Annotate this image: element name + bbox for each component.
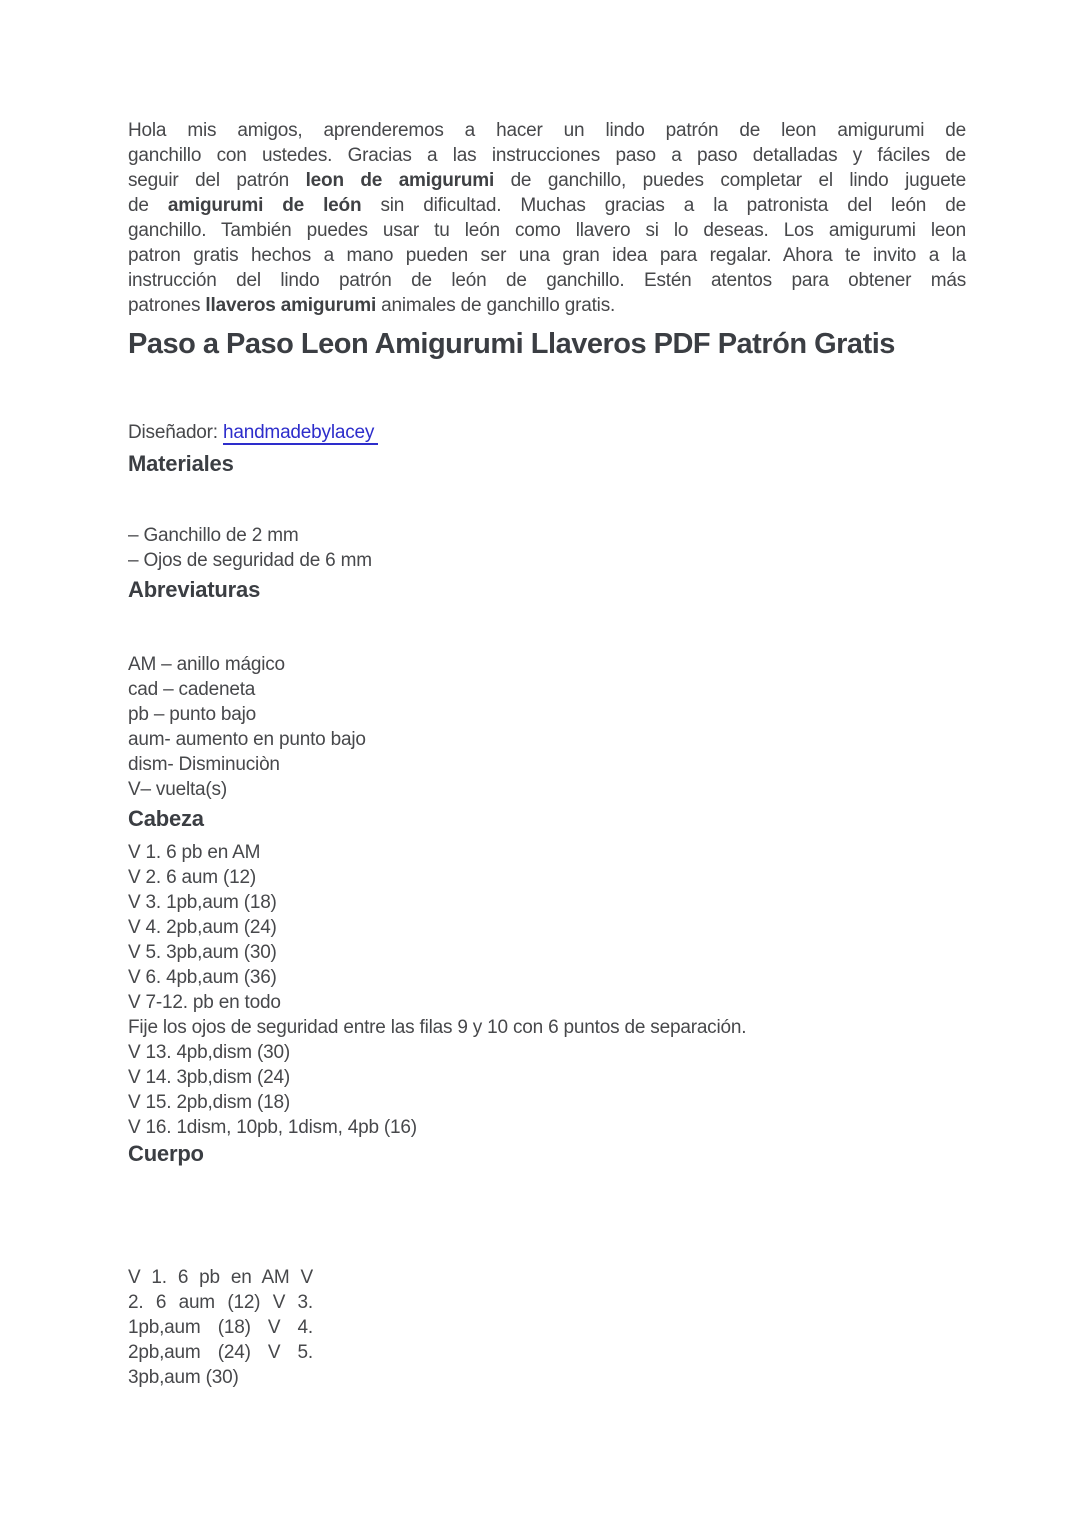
bold-text-segment: leon de amigurumi bbox=[305, 170, 495, 191]
intro-line bbox=[128, 143, 966, 168]
body-pattern-line: 1pb,aum (18) V 4. bbox=[128, 1317, 313, 1338]
bold-text-segment: amigurumi de león bbox=[167, 195, 362, 216]
abbreviation-item: dism- Disminuciòn bbox=[128, 754, 280, 775]
abbreviation-item: V– vuelta(s) bbox=[128, 779, 227, 800]
text-segment: animales de ganchillo gratis. bbox=[376, 295, 616, 316]
body-pattern-line: 3pb,aum (30) bbox=[128, 1367, 239, 1388]
text-segment: de bbox=[128, 195, 168, 216]
text-segment: de ganchillo, puedes completar el lindo juguete bbox=[494, 170, 967, 191]
text-segment: seguir del patrón bbox=[128, 170, 306, 191]
bold-text-segment: llaveros amigurumi bbox=[205, 295, 377, 316]
material-item: – Ganchillo de 2 mm bbox=[128, 525, 299, 546]
intro-line bbox=[128, 293, 966, 318]
pattern-row: V 1. 6 pb en AM bbox=[128, 842, 261, 863]
text-segment: patrones bbox=[128, 295, 206, 316]
pattern-row: V 2. 6 aum (12) bbox=[128, 867, 256, 888]
text-segment: sin dificultad. Muchas gracias a la patronista del león de bbox=[361, 195, 966, 216]
abbreviations-list bbox=[128, 652, 966, 802]
pattern-row: V 16. 1dism, 10pb, 1dism, 4pb (16) bbox=[128, 1117, 417, 1138]
section-heading-body: Cuerpo bbox=[128, 1141, 204, 1166]
pattern-row: V 5. 3pb,aum (30) bbox=[128, 942, 277, 963]
intro-line bbox=[128, 193, 966, 218]
pattern-row: V 13. 4pb,dism (30) bbox=[128, 1042, 291, 1063]
intro-line bbox=[128, 168, 966, 193]
materials-list bbox=[128, 523, 966, 573]
text-segment: instrucción del lindo patrón de león de ganchillo. Estén atentos para obtener más bbox=[128, 270, 966, 291]
body-pattern-line: 2. 6 aum (12) V 3. bbox=[128, 1292, 313, 1313]
intro-line bbox=[128, 218, 966, 243]
abbreviation-item: aum- aumento en punto bajo bbox=[128, 729, 366, 750]
text-segment: Hola mis amigos, aprenderemos a hacer un lindo patrón de leon amigurumi de bbox=[128, 120, 966, 141]
body-pattern-line: 2pb,aum (24) V 5. bbox=[128, 1342, 313, 1363]
material-item: – Ojos de seguridad de 6 mm bbox=[128, 550, 372, 571]
intro-paragraph bbox=[128, 118, 966, 318]
designer-label: Diseñador: bbox=[128, 422, 223, 443]
pattern-row: V 3. 1pb,aum (18) bbox=[128, 892, 277, 913]
abbreviation-item: AM – anillo mágico bbox=[128, 654, 285, 675]
abbreviation-item: pb – punto bajo bbox=[128, 704, 257, 725]
text-segment: patron gratis hechos a mano pueden ser una gran idea para regalar. Ahora te invito a la bbox=[128, 245, 966, 266]
text-segment: ganchillo con ustedes. Gracias a las instrucciones paso a paso detalladas y fáciles de bbox=[128, 145, 966, 166]
designer-link[interactable]: handmadebylacey bbox=[223, 422, 378, 445]
text-segment: ganchillo. También puedes usar tu león como llavero si lo deseas. Los amigurumi leon bbox=[128, 220, 966, 241]
designer-line bbox=[128, 420, 966, 445]
section-heading-materials: Materiales bbox=[128, 451, 234, 476]
pattern-row: V 4. 2pb,aum (24) bbox=[128, 917, 277, 938]
intro-line bbox=[128, 118, 966, 143]
pattern-row: V 7-12. pb en todo bbox=[128, 992, 281, 1013]
body-pattern-rows bbox=[128, 1265, 313, 1390]
body-pattern-line: V 1. 6 pb en AM V bbox=[128, 1267, 313, 1288]
page-title: Paso a Paso Leon Amigurumi Llaveros PDF Patrón Gratis bbox=[128, 328, 895, 360]
abbreviation-item: cad – cadeneta bbox=[128, 679, 256, 700]
intro-line bbox=[128, 243, 966, 268]
pattern-row: V 14. 3pb,dism (24) bbox=[128, 1067, 291, 1088]
head-pattern-rows bbox=[128, 840, 966, 1140]
pattern-row: Fije los ojos de seguridad entre las filas 9 y 10 con 6 puntos de separación. bbox=[128, 1017, 747, 1038]
section-heading-head: Cabeza bbox=[128, 806, 204, 831]
intro-line bbox=[128, 268, 966, 293]
section-heading-abbreviations: Abreviaturas bbox=[128, 577, 261, 602]
pattern-row: V 6. 4pb,aum (36) bbox=[128, 967, 277, 988]
pattern-row: V 15. 2pb,dism (18) bbox=[128, 1092, 291, 1113]
